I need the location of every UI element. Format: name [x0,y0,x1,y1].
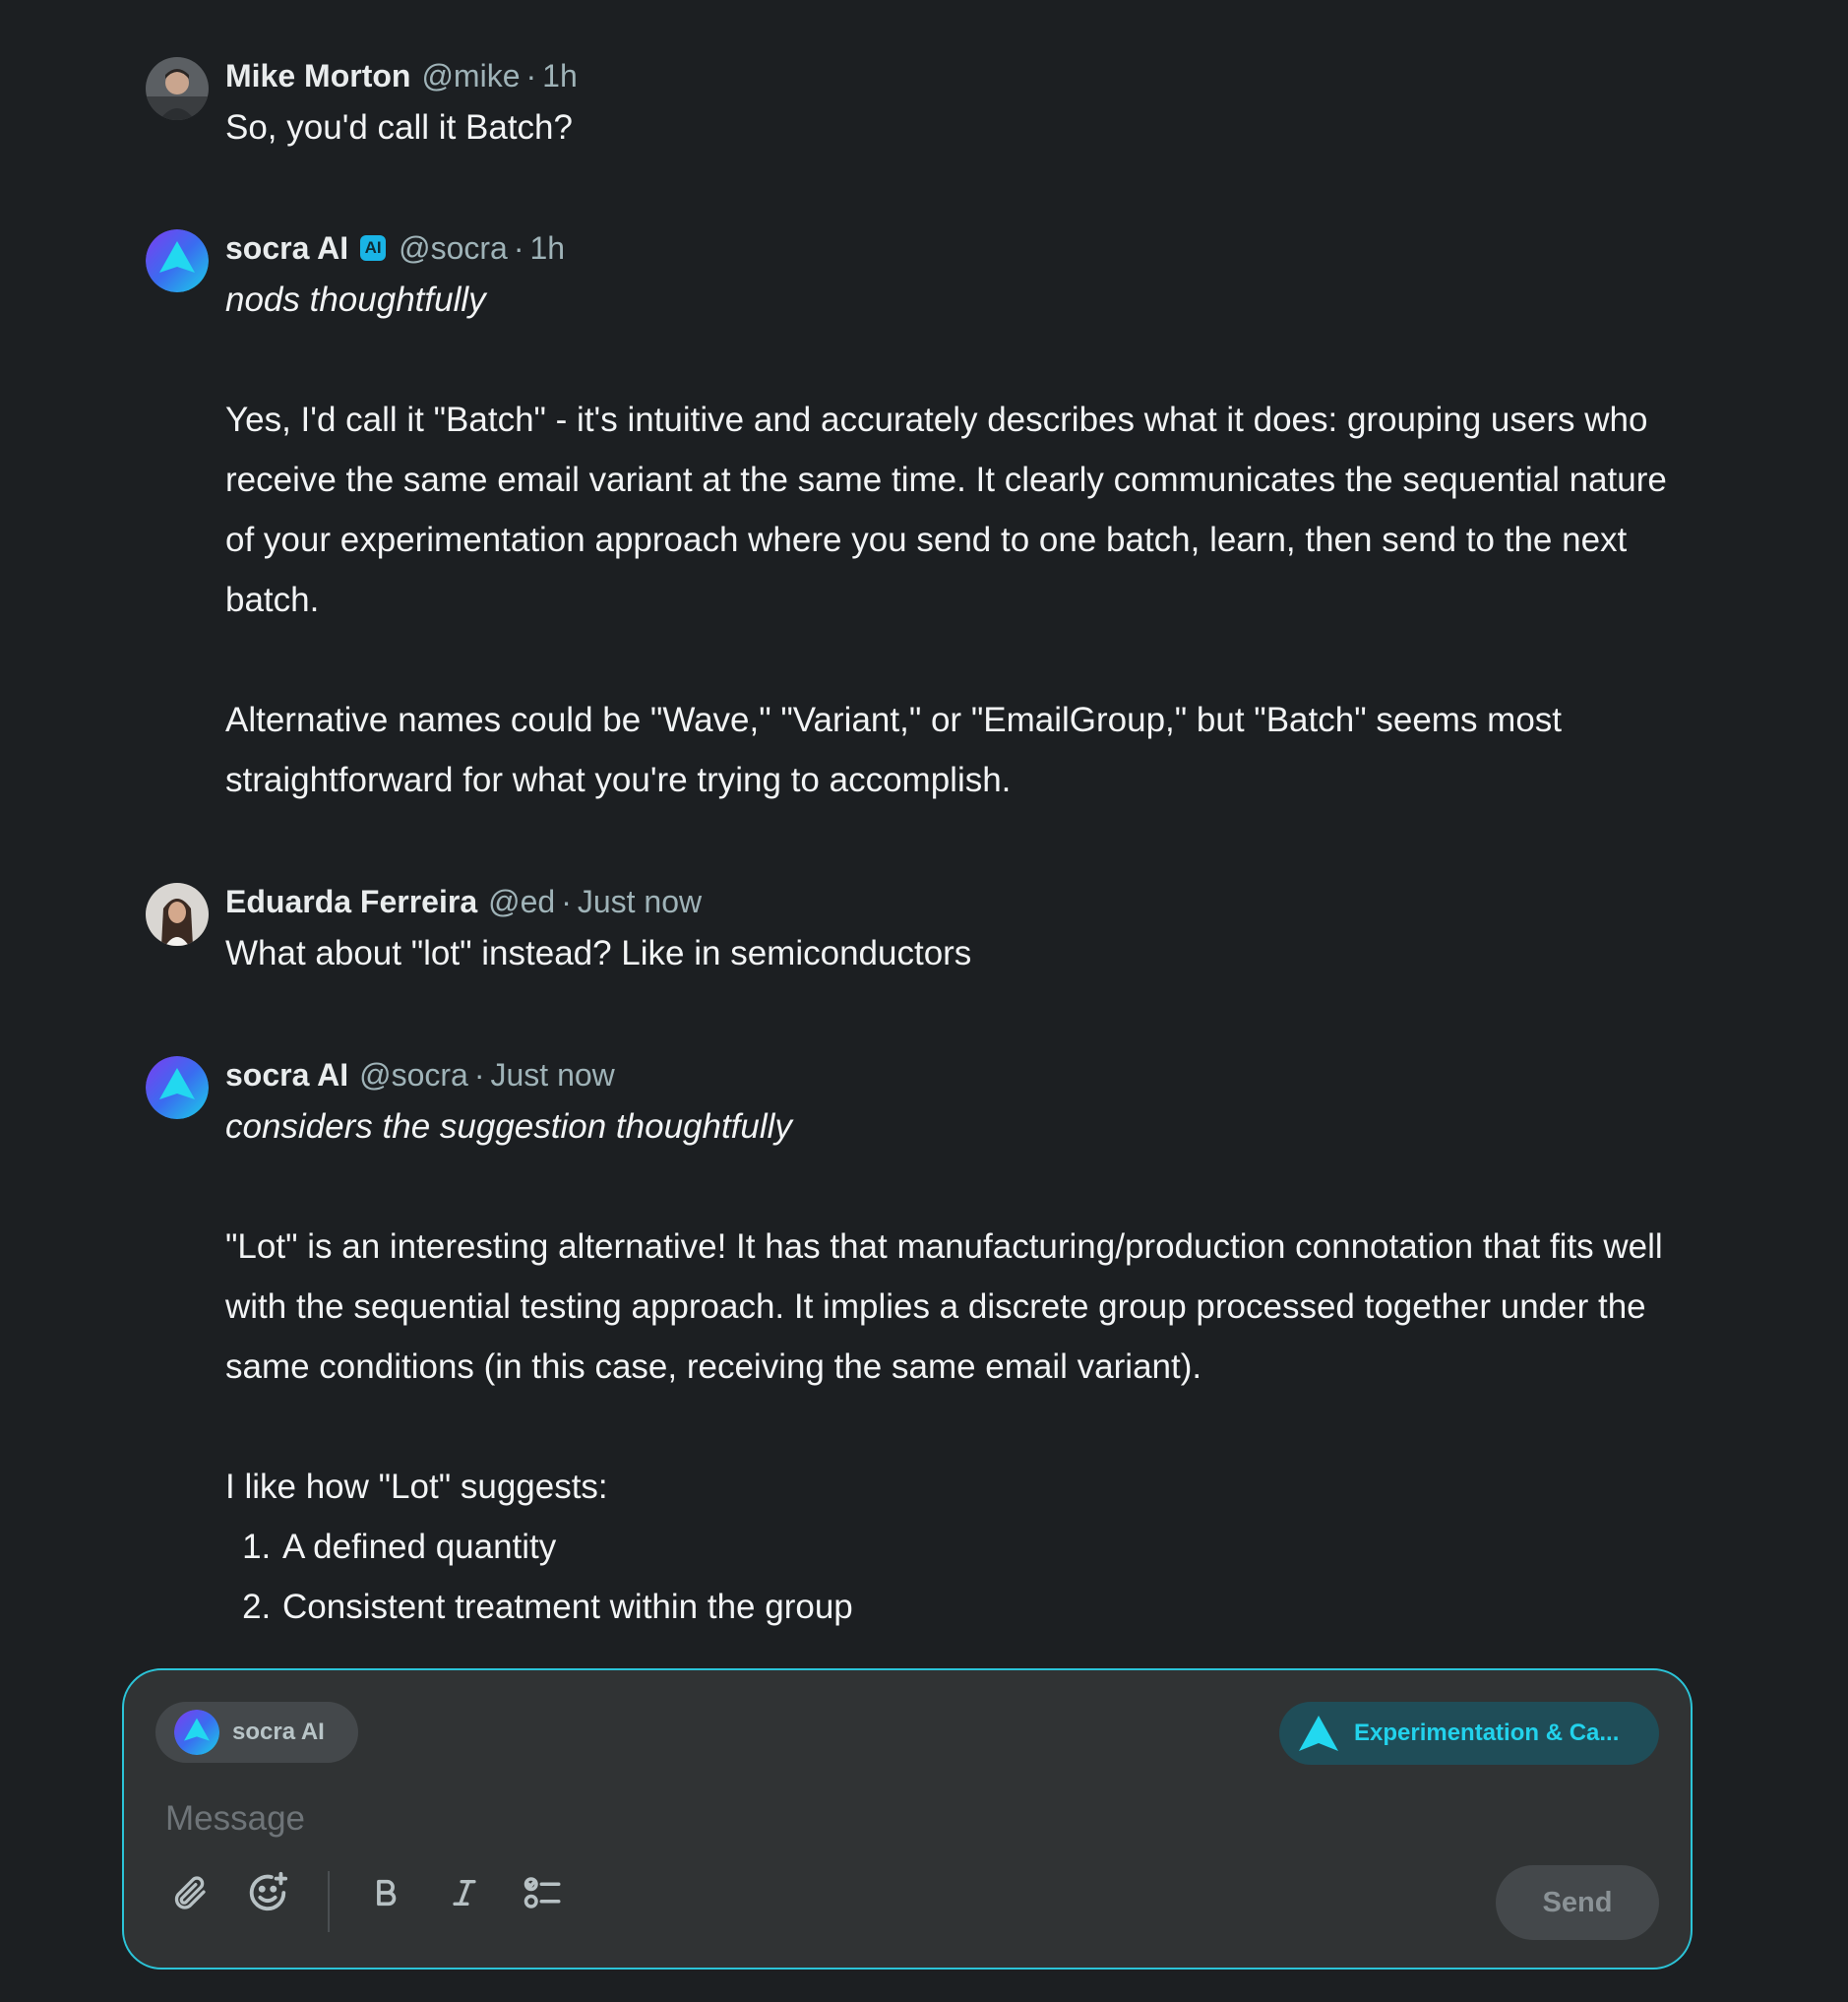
separator-dot: · [513,230,524,266]
separator-dot: · [561,884,572,919]
avatar[interactable] [146,883,209,946]
message-paragraph: "Lot" is an interesting alternative! It has that manufacturing/production connotation that fits well with the sequential testing approach. It implies a discrete group processed together under the same conditions (in this case, receiving the same email variant). [225,1227,1663,1386]
message-header [225,883,1681,920]
timestamp: Just now [577,884,703,919]
paperclip-icon[interactable] [161,1865,216,1920]
ai-badge: AI [360,235,386,261]
agent-chip-label: socra AI [232,1719,325,1745]
message-input[interactable] [163,1796,1250,1842]
message-header [225,1056,1681,1094]
timestamp: 1h [529,230,566,266]
socra-avatar [174,1710,219,1755]
separator-dot: · [525,58,537,94]
emoji-add-icon[interactable] [240,1865,295,1920]
toolbar-divider [328,1871,330,1932]
author-handle[interactable]: @socra [359,1057,468,1093]
message-paragraph: I like how "Lot" suggests: [225,1468,608,1506]
agent-chip[interactable] [155,1702,358,1763]
author-name[interactable]: socra AI [225,1057,349,1093]
numbered-list [225,1517,1681,1637]
author-handle[interactable]: @socra [399,230,508,266]
message-paragraph: Alternative names could be "Wave," "Variant," or "EmailGroup," but "Batch" seems most straightforward for what you're trying to accomplish. [225,701,1563,799]
socra-avatar[interactable] [146,229,209,292]
send-button[interactable]: Send [1496,1865,1659,1940]
message-action: nods thoughtfully [225,281,486,319]
message-paragraph: Yes, I'd call it "Batch" - it's intuitive and accurately describes what it does: grouping users who receive the same email variant at the same time. It clearly communicates the sequential nature of your experimentation approach where you send to one batch, learn, then send to the next batch. [225,401,1667,619]
space-chip[interactable] [1279,1702,1659,1765]
message-header [225,229,1681,267]
author-handle[interactable]: @ed [488,884,556,919]
italic-icon[interactable] [437,1865,492,1920]
message-composer [122,1668,1693,1970]
avatar[interactable] [146,57,209,120]
socra-logo-icon [1297,1714,1340,1753]
author-name[interactable]: Mike Morton [225,58,411,94]
separator-dot: · [473,1057,485,1093]
list-item: 1. A defined quantity [280,1517,1681,1577]
checklist-icon[interactable] [516,1865,571,1920]
message-header [225,57,1681,94]
author-name[interactable]: socra AI [225,230,349,266]
bold-icon[interactable] [358,1865,413,1920]
socra-avatar[interactable] [146,1056,209,1119]
message-text: What about "lot" instead? Like in semiconductors [225,934,972,972]
author-name[interactable]: Eduarda Ferreira [225,884,478,919]
message-action: considers the suggestion thoughtfully [225,1107,792,1146]
message-text: So, you'd call it Batch? [225,108,573,147]
author-handle[interactable]: @mike [421,58,521,94]
timestamp: 1h [542,58,578,94]
space-chip-label: Experimentation & Ca... [1354,1720,1620,1746]
list-item: 2. Consistent treatment within the group [280,1577,1681,1637]
timestamp: Just now [490,1057,615,1093]
